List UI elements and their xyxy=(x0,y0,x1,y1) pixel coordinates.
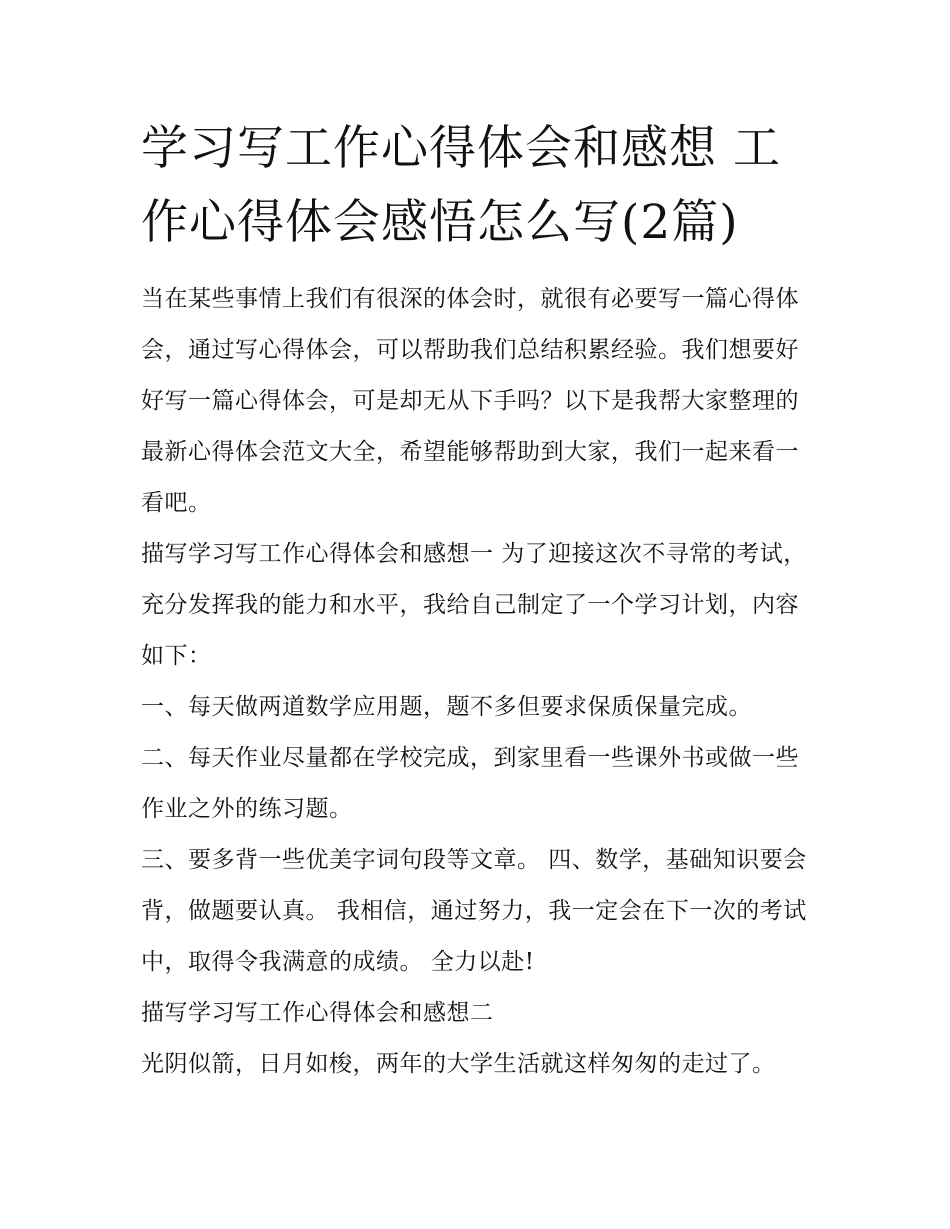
paragraph-list-item-3: 三、要多背一些优美字词句段等文章。 四、数学，基础知识要会背，做题要认真。 我相信，通过努力，我一定会在下一次的考试中，取得令我满意的成绩。 全力以赴! xyxy=(141,847,807,975)
paragraph-section-two-body: 光阴似箭，日月如梭，两年的大学生活就这样匆匆的走过了。 xyxy=(141,1051,776,1077)
paragraph-list-item-2: 二、每天作业尽量都在学校完成，到家里看一些课外书或做一些作业之外的练习题。 xyxy=(141,745,799,822)
paragraph-section-one-heading: 描写学习写工作心得体会和感想一 为了迎接这次不寻常的考试，充分发挥我的能力和水平，我给自己制定了一个学习计划，内容如下： xyxy=(141,541,807,669)
paragraph-list-item-1: 一、每天做两道数学应用题，题不多但要求保质保量完成。 xyxy=(141,694,752,720)
paragraph-intro: 当在某些事情上我们有很深的体会时，就很有必要写一篇心得体会，通过写心得体会，可以帮助我们总结积累经验。我们想要好好写一篇心得体会，可是却无从下手吗？以下是我帮大家整理的最新心得体会范文大全，希望能够帮助到大家，我们一起来看一看吧。 xyxy=(141,286,799,516)
document-title: 学习写工作心得体会和感想 工作心得体会感悟怎么写(2篇) xyxy=(141,121,781,250)
document-body xyxy=(141,274,821,1090)
paragraph-section-two-heading: 描写学习写工作心得体会和感想二 xyxy=(141,1000,494,1026)
document-page xyxy=(141,112,821,1090)
